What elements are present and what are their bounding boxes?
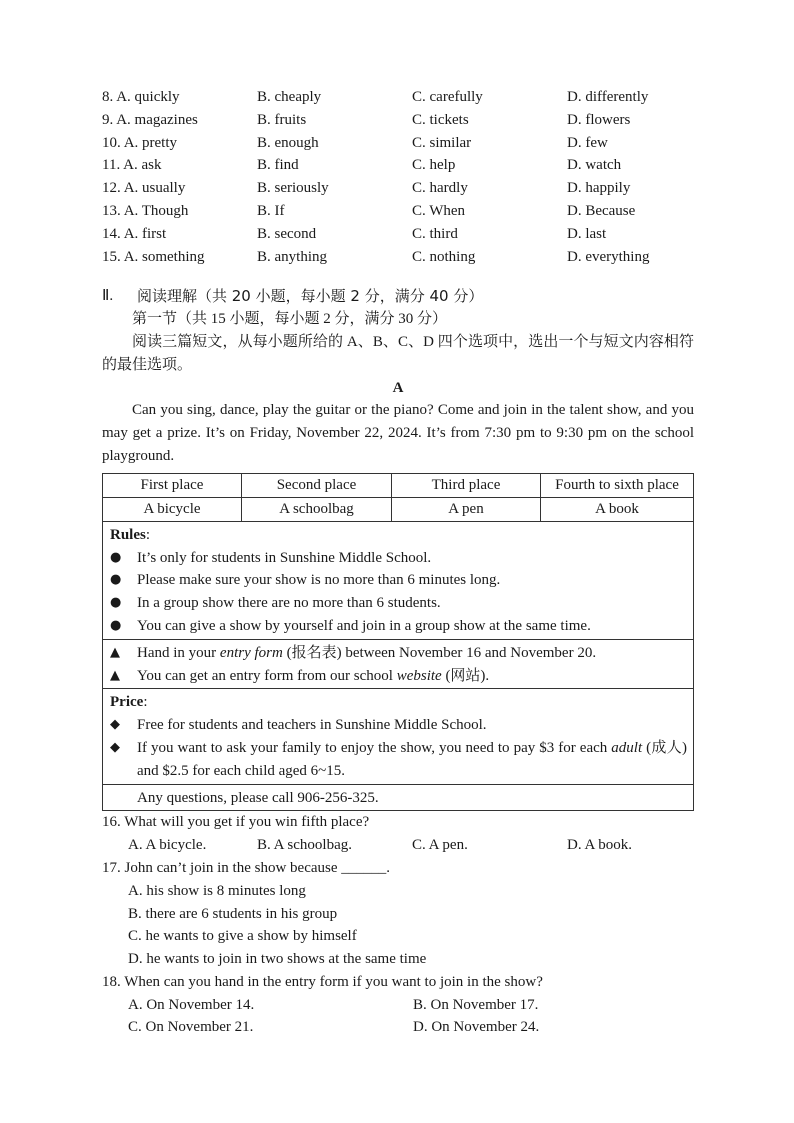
table-header-cell: Third place: [392, 473, 541, 497]
option-row: [102, 109, 694, 132]
triangle-icon: ▲: [110, 644, 120, 660]
option-c: C. hardly: [412, 180, 468, 197]
option-a: 14. A. first: [102, 225, 167, 242]
option-d: D. everything: [567, 248, 650, 265]
option-c: C. third: [412, 225, 458, 242]
section-part: 第一节（共 15 小题，每小题 2 分，满分 30 分）: [132, 311, 448, 328]
price-item: ◆ Free for students and teachers in Sunshine Middle School.: [110, 714, 687, 737]
bullet-icon: ●: [110, 617, 122, 633]
option-c: C. On November 21.: [128, 1019, 254, 1036]
option-d: D. he wants to join in two shows at the same time: [128, 951, 427, 968]
contact-text: Any questions, please call 906-256-325.: [137, 789, 379, 806]
option-b: B. If: [257, 202, 285, 219]
price-title: Price:: [110, 694, 148, 711]
option-a: 12. A. usually: [102, 180, 186, 197]
option-b: B. anything: [257, 248, 327, 265]
option-b: B. cheaply: [257, 89, 322, 105]
option-b: B. fruits: [257, 111, 307, 128]
section-instructions: 阅读三篇短文，从每小题所给的 A、B、C、D 四个选项中，选出一个与短文内容相符的最佳选项。: [102, 333, 694, 373]
question-18: [102, 971, 694, 1039]
entry-item: ▲ Hand in your entry form (报名表) between November 16 and November 20.: [110, 642, 687, 665]
bullet-icon: ●: [110, 572, 122, 588]
option-c: C. similar: [412, 134, 472, 151]
option-a: 11. A. ask: [102, 157, 162, 174]
option-d: D. happily: [567, 180, 631, 197]
option-c: C. he wants to give a show by himself: [128, 928, 357, 945]
section-title: 阅读理解（共 20 小题，每小题 2 分，满分 40 分）: [137, 287, 484, 306]
option-a: 8. A. quickly: [102, 89, 180, 105]
rule-item: ● In a group show there are no more than 6 students.: [110, 592, 687, 615]
section-number: Ⅱ.: [102, 288, 114, 305]
table-header-cell: Fourth to sixth place: [541, 473, 694, 497]
rule-item: ● You can give a show by yourself and join in a group show at the same time.: [110, 615, 687, 638]
rule-item: ● It’s only for students in Sunshine Middle School.: [110, 547, 687, 570]
question-stem: 17. John can’t join in the show because ______.: [102, 859, 391, 876]
option-d: D. A book.: [567, 837, 633, 854]
exam-page: [102, 86, 694, 1039]
cloze-options: [102, 86, 694, 268]
option-a: 9. A. magazines: [102, 111, 198, 128]
section-heading: [102, 285, 694, 308]
entry-box: [102, 640, 694, 690]
table-cell: A pen: [392, 497, 541, 521]
option-row: [102, 200, 694, 223]
contact-box: [102, 785, 694, 812]
table-row: [103, 497, 694, 521]
question-stem: 18. When can you hand in the entry form if you want to join in the show?: [102, 973, 543, 990]
option-c: C. nothing: [412, 248, 476, 265]
option-b: B. On November 17.: [413, 996, 539, 1013]
prize-table: [102, 473, 694, 522]
table-row: [103, 473, 694, 497]
option-row: [102, 246, 694, 269]
option-row: [102, 132, 694, 155]
option-c: C. When: [412, 202, 466, 219]
question-options: [102, 834, 694, 857]
rules-title: Rules:: [110, 526, 151, 543]
question-options: [102, 880, 694, 971]
price-item: ◆ If you want to ask your family to enjoy the show, you need to pay $3 for each adult (成人) and $2.5 for each child aged 6~15.: [110, 737, 687, 783]
table-cell: A schoolbag: [242, 497, 392, 521]
option-row: [102, 86, 694, 109]
option-b: B. find: [257, 157, 299, 174]
table-cell: A bicycle: [103, 497, 242, 521]
option-d: D. On November 24.: [413, 1019, 540, 1036]
triangle-icon: ▲: [110, 667, 120, 683]
table-header-cell: First place: [103, 473, 242, 497]
question-options: [102, 994, 694, 1040]
option-d: D. flowers: [567, 111, 631, 128]
option-d: D. differently: [567, 89, 649, 105]
option-c: C. tickets: [412, 111, 469, 128]
question-17: [102, 857, 694, 971]
passage-intro: Can you sing, dance, play the guitar or the piano? Come and join in the talent show, and you may get a prize. It’s on Friday, November 22, 2024. It’s from 7:30 pm to 9:30 pm on the school playground.: [102, 402, 694, 464]
question-16: [102, 811, 694, 857]
option-b: B. A schoolbag.: [257, 837, 353, 854]
bullet-icon: ●: [110, 549, 122, 565]
option-b: B. there are 6 students in his group: [128, 905, 338, 922]
option-d: D. watch: [567, 157, 622, 174]
table-cell: A book: [541, 497, 694, 521]
option-a: 10. A. pretty: [102, 134, 178, 151]
option-row: [102, 154, 694, 177]
diamond-icon: ◆: [110, 739, 120, 755]
price-box: [102, 689, 694, 784]
bullet-icon: ●: [110, 595, 122, 611]
entry-item: ▲ You can get an entry form from our school website (网站).: [110, 665, 687, 688]
option-c: C. A pen.: [412, 837, 468, 854]
passage-label: A: [392, 379, 404, 396]
option-c: C. carefully: [412, 89, 483, 105]
option-a: A. On November 14.: [128, 996, 255, 1013]
option-a: A. his show is 8 minutes long: [128, 882, 306, 899]
option-b: B. enough: [257, 134, 319, 151]
option-a: A. A bicycle.: [128, 837, 207, 854]
table-header-cell: Second place: [242, 473, 392, 497]
option-a: 13. A. Though: [102, 202, 189, 219]
rule-item: ● Please make sure your show is no more than 6 minutes long.: [110, 569, 687, 592]
option-d: D. last: [567, 225, 607, 242]
option-d: D. few: [567, 134, 608, 151]
rules-box: [102, 522, 694, 640]
option-b: B. second: [257, 225, 317, 242]
diamond-icon: ◆: [110, 717, 120, 733]
option-d: D. Because: [567, 202, 636, 219]
option-row: [102, 223, 694, 246]
option-c: C. help: [412, 157, 456, 174]
question-stem: 16. What will you get if you win fifth place?: [102, 814, 370, 831]
option-a: 15. A. something: [102, 248, 205, 265]
option-b: B. seriously: [257, 180, 329, 197]
option-row: [102, 177, 694, 200]
